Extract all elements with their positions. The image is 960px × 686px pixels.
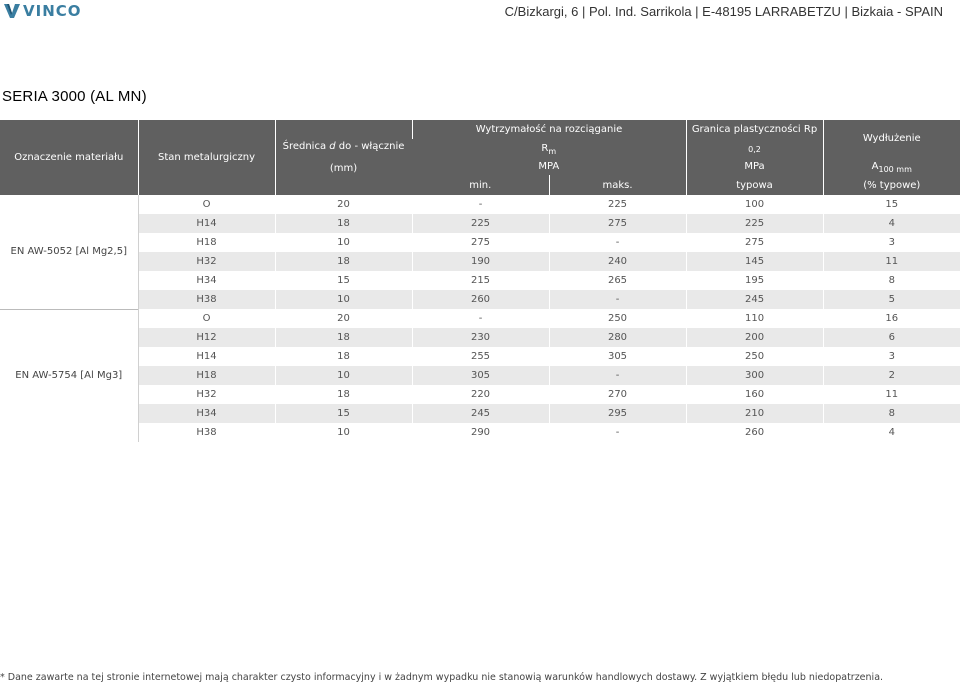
rm-max-cell: 295 <box>549 404 686 423</box>
yield-cell: 250 <box>686 347 823 366</box>
temper-cell: O <box>138 309 275 328</box>
elongation-cell: 8 <box>823 271 960 290</box>
table-row <box>0 309 960 328</box>
col-header-diameter <box>275 120 412 195</box>
table-row <box>0 347 960 366</box>
col-header-rm <box>412 139 686 157</box>
yield-cell: 110 <box>686 309 823 328</box>
disclaimer-footnote: * Dane zawarte na tej stronie internetowej mają charakter czysto informacyjny i w żadnym wypadku nie stanowią warunków handlowych dostawy. Z wyjątkiem błędu lub niedopatrzenia. <box>0 672 884 683</box>
material-designation: EN AW-5052 [Al Mg2,5] <box>0 195 138 309</box>
rm-max-cell: - <box>549 233 686 252</box>
diameter-cell: 10 <box>275 366 412 385</box>
elongation-cell: 5 <box>823 290 960 309</box>
elongation-cell: 8 <box>823 404 960 423</box>
company-logo[interactable] <box>4 2 94 20</box>
yield-cell: 245 <box>686 290 823 309</box>
rm-max-cell: 225 <box>549 195 686 214</box>
diameter-cell: 20 <box>275 309 412 328</box>
table-row <box>0 271 960 290</box>
table-row <box>0 366 960 385</box>
rm-min-cell: 255 <box>412 347 549 366</box>
rm-max-cell: 240 <box>549 252 686 271</box>
table-row <box>0 214 960 233</box>
elongation-cell: 11 <box>823 385 960 404</box>
rm-min-cell: 260 <box>412 290 549 309</box>
diameter-label-d: d <box>329 141 336 152</box>
temper-cell: H12 <box>138 328 275 347</box>
col-header-temper: Stan metalurgiczny <box>138 120 275 195</box>
temper-cell: H18 <box>138 233 275 252</box>
elongation-cell: 4 <box>823 423 960 442</box>
elongation-cell: 2 <box>823 366 960 385</box>
elong-subscript: 100 mm <box>878 164 912 174</box>
diameter-cell: 18 <box>275 214 412 233</box>
temper-cell: H14 <box>138 347 275 366</box>
elongation-cell: 6 <box>823 328 960 347</box>
logo-v-icon <box>4 3 20 19</box>
yield-cell: 260 <box>686 423 823 442</box>
yield-cell: 200 <box>686 328 823 347</box>
col-header-elongation: Wydłużenie <box>823 120 960 157</box>
material-group <box>0 195 960 309</box>
table-row <box>0 385 960 404</box>
material-group <box>0 309 960 442</box>
col-header-material: Oznaczenie materiału <box>0 120 138 195</box>
page-title: SERIA 3000 (AL MN) <box>2 88 147 105</box>
col-header-yield-unit: MPa <box>686 157 823 175</box>
yield-cell: 300 <box>686 366 823 385</box>
rm-min-cell: 190 <box>412 252 549 271</box>
elongation-cell: 4 <box>823 214 960 233</box>
rm-subscript: m <box>548 146 557 156</box>
col-header-elong-unit: (% typowe) <box>823 175 960 195</box>
rm-max-cell: 250 <box>549 309 686 328</box>
col-header-tensile-unit: MPA <box>412 157 686 175</box>
temper-cell: H32 <box>138 385 275 404</box>
material-designation: EN AW-5754 [Al Mg3] <box>0 309 138 442</box>
rm-max-cell: 280 <box>549 328 686 347</box>
elongation-cell: 11 <box>823 252 960 271</box>
diameter-cell: 10 <box>275 233 412 252</box>
rm-max-cell: 305 <box>549 347 686 366</box>
yield-cell: 225 <box>686 214 823 233</box>
temper-cell: H34 <box>138 404 275 423</box>
col-header-min: min. <box>412 175 549 195</box>
diameter-cell: 18 <box>275 328 412 347</box>
table-row <box>0 290 960 309</box>
rm-min-cell: 230 <box>412 328 549 347</box>
rm-symbol: R <box>541 142 549 154</box>
temper-cell: O <box>138 195 275 214</box>
table-row <box>0 404 960 423</box>
company-address: C/Bizkargi, 6 | Pol. Ind. Sarrikola | E-48195 LARRABETZU | Bizkaia - SPAIN <box>504 4 943 19</box>
table-row <box>0 195 960 214</box>
diameter-cell: 10 <box>275 423 412 442</box>
rm-max-cell: 265 <box>549 271 686 290</box>
yield-cell: 145 <box>686 252 823 271</box>
rm-min-cell: - <box>412 309 549 328</box>
yield-cell: 160 <box>686 385 823 404</box>
yield-cell: 275 <box>686 233 823 252</box>
temper-cell: H32 <box>138 252 275 271</box>
rm-min-cell: 225 <box>412 214 549 233</box>
temper-cell: H14 <box>138 214 275 233</box>
rm-max-cell: 275 <box>549 214 686 233</box>
table-row <box>0 423 960 442</box>
rm-min-cell: 220 <box>412 385 549 404</box>
table-row <box>0 252 960 271</box>
diameter-cell: 18 <box>275 252 412 271</box>
rm-min-cell: 275 <box>412 233 549 252</box>
col-header-max: maks. <box>549 175 686 195</box>
rm-max-cell: - <box>549 366 686 385</box>
temper-cell: H38 <box>138 423 275 442</box>
yield-cell: 210 <box>686 404 823 423</box>
col-header-yield-typical: typowa <box>686 175 823 195</box>
rm-min-cell: 305 <box>412 366 549 385</box>
elongation-cell: 15 <box>823 195 960 214</box>
col-header-elong-a <box>823 157 960 175</box>
rm-min-cell: - <box>412 195 549 214</box>
col-header-tensile: Wytrzymałość na rozciąganie <box>412 120 686 139</box>
rm-min-cell: 215 <box>412 271 549 290</box>
elongation-cell: 3 <box>823 347 960 366</box>
diameter-cell: 10 <box>275 290 412 309</box>
col-header-yield-sub <box>686 139 823 157</box>
col-header-yield: Granica plastyczności Rp <box>686 120 823 139</box>
table-row <box>0 328 960 347</box>
temper-cell: H38 <box>138 290 275 309</box>
diameter-cell: 18 <box>275 347 412 366</box>
yield-subscript: 0,2 <box>748 144 761 154</box>
rm-min-cell: 290 <box>412 423 549 442</box>
yield-cell: 195 <box>686 271 823 290</box>
diameter-label-a: Średnica <box>282 141 330 152</box>
rm-max-cell: - <box>549 423 686 442</box>
diameter-cell: 20 <box>275 195 412 214</box>
page-header <box>0 0 960 24</box>
diameter-cell: 15 <box>275 404 412 423</box>
alloy-spec-table <box>0 120 960 442</box>
logo-text: VINCO <box>23 1 82 20</box>
rm-max-cell: - <box>549 290 686 309</box>
elongation-cell: 16 <box>823 309 960 328</box>
elong-symbol: A <box>871 160 879 172</box>
table-header <box>0 120 960 195</box>
diameter-cell: 18 <box>275 385 412 404</box>
diameter-unit: (mm) <box>329 163 358 174</box>
table-row <box>0 233 960 252</box>
rm-min-cell: 245 <box>412 404 549 423</box>
diameter-label-b: do - włącznie <box>335 141 405 152</box>
elongation-cell: 3 <box>823 233 960 252</box>
temper-cell: H18 <box>138 366 275 385</box>
rm-max-cell: 270 <box>549 385 686 404</box>
yield-cell: 100 <box>686 195 823 214</box>
diameter-cell: 15 <box>275 271 412 290</box>
temper-cell: H34 <box>138 271 275 290</box>
